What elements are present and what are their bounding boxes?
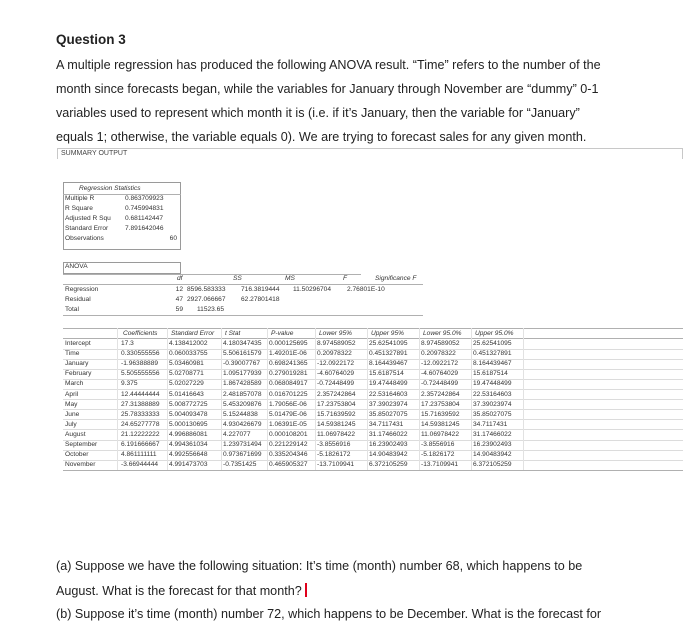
coefficients-cell: 34.7117431 <box>473 420 508 428</box>
coefficients-header: Standard Error <box>171 330 215 337</box>
coefficients-cell: 0.973671699 <box>223 451 262 459</box>
coefficients-cell: 27.31388889 <box>121 400 160 408</box>
stat-label: Standard Error <box>65 225 109 232</box>
coefficients-cell: -13.7109941 <box>317 461 355 469</box>
stat-value: 7.891642046 <box>125 225 164 232</box>
coefficients-cell: 14.90483942 <box>369 451 408 459</box>
coefficients-cell: 15.6187514 <box>369 370 404 378</box>
coefficients-cell: 0.20978322 <box>317 350 352 358</box>
anova-header-sigf: Significance F <box>375 275 417 282</box>
coefficients-cell: -12.0922172 <box>421 360 459 368</box>
coefficients-cell: 19.47448499 <box>473 380 512 388</box>
coefficients-cell: 1.239731494 <box>223 441 262 448</box>
coefficients-cell: 5.02708771 <box>169 370 204 378</box>
anova-cell: 8596.583333 <box>187 286 226 293</box>
coefficients-cell: 17.23753804 <box>317 400 356 408</box>
coefficients-header: P-value <box>271 330 294 337</box>
stat-label: Multiple R <box>65 195 95 202</box>
coefficients-row-label: July <box>65 420 77 428</box>
coefficients-cell: 5.004093478 <box>169 410 208 418</box>
question-block <box>56 24 686 149</box>
coefficients-cell: 4.138412002 <box>169 340 208 347</box>
coefficients-cell: 11.06978422 <box>317 430 356 438</box>
part-a-line-2-text: August. What is the forecast for that month? <box>56 584 302 598</box>
coefficients-header: Upper 95% <box>371 330 404 337</box>
coefficients-cell: 11.06978422 <box>421 430 460 438</box>
coefficients-cell: 1.79056E-06 <box>269 400 307 408</box>
summary-output-label: SUMMARY OUTPUT <box>61 150 128 157</box>
coefficients-cell: 34.7117431 <box>369 420 404 428</box>
coefficients-cell: 0.000108201 <box>269 430 308 438</box>
stat-value: 60 <box>169 235 177 242</box>
anova-label: ANOVA <box>65 263 88 270</box>
coefficients-row-label: Time <box>65 350 80 358</box>
coefficients-cell: 5.01479E-06 <box>269 410 307 418</box>
coefficients-cell: 8.164439467 <box>473 360 512 368</box>
coefficients-cell: 14.59381245 <box>317 420 356 428</box>
coefficients-cell: 0.060033755 <box>169 350 208 358</box>
coefficients-cell: 4.930426679 <box>223 420 262 428</box>
coefficients-cell: 5.453209876 <box>223 400 262 408</box>
coefficients-cell: 4.861111111 <box>121 451 157 459</box>
coefficients-cell: 0.698241365 <box>269 360 308 368</box>
part-a-line-1: (a) Suppose we have the following situation: It’s time (month) number 68, which happens to be <box>56 559 583 573</box>
paragraph-line: month since forecasts began, while the variables for January through November are “dummy” 0-1 <box>56 82 599 96</box>
coefficients-cell: 9.375 <box>121 380 138 388</box>
coefficients-cell: 5.02027229 <box>169 380 204 388</box>
anova-cell: 11523.65 <box>197 306 225 313</box>
coefficients-row-label: Intercept <box>65 340 91 347</box>
coefficients-cell: -4.60764029 <box>317 370 355 378</box>
coefficients-row-label: June <box>65 410 80 418</box>
coefficients-cell: 5.01416643 <box>169 390 204 398</box>
coefficients-cell: 17.23753804 <box>421 400 460 408</box>
anova-header-ms: MS <box>285 275 295 282</box>
stat-value: 0.745994831 <box>125 205 164 212</box>
paragraph-line: A multiple regression has produced the following ANOVA result. “Time” refers to the number of the <box>56 58 601 72</box>
coefficients-cell: 15.71639592 <box>317 410 356 418</box>
coefficients-cell: 0.279019281 <box>269 370 308 378</box>
coefficients-cell: 22.53164603 <box>473 390 512 398</box>
coefficients-cell: -4.60764029 <box>421 370 459 378</box>
coefficients-cell: 0.016701225 <box>269 390 308 398</box>
coefficients-row-label: April <box>65 390 79 398</box>
anova-cell: 12 <box>175 286 183 293</box>
coefficients-cell: 35.85027075 <box>369 410 408 418</box>
coefficients-cell: 12.44444444 <box>121 390 160 398</box>
coefficients-cell: 1.095177939 <box>223 370 262 378</box>
coefficients-cell: 4.992556648 <box>169 451 208 459</box>
coefficients-cell: 8.974589052 <box>317 340 356 347</box>
coefficients-cell: 0.330555556 <box>121 350 160 358</box>
coefficients-cell: -1.96388889 <box>121 360 159 368</box>
coefficients-cell: 1.49201E-06 <box>269 350 307 358</box>
coefficients-cell: 15.6187514 <box>473 370 508 378</box>
regression-output-image <box>57 148 683 552</box>
coefficients-header: Upper 95.0% <box>475 330 514 337</box>
coefficients-row-label: August <box>65 430 86 438</box>
coefficients-header: t Stat <box>225 330 241 337</box>
stat-label: Observations <box>65 235 104 242</box>
coefficients-cell: 4.994361034 <box>169 441 208 448</box>
anova-row-label: Regression <box>65 286 99 293</box>
anova-header-df: df <box>177 275 183 282</box>
coefficients-cell: 0.221229142 <box>269 441 308 448</box>
coefficients-cell: 37.39023974 <box>473 400 512 408</box>
coefficients-cell: 2.357242864 <box>421 390 460 398</box>
paragraph-line: variables used to represent which month it is (i.e. if it’s January, then the variable for “January” <box>56 106 580 120</box>
coefficients-cell: -3.8556916 <box>421 441 455 448</box>
coefficients-cell: 21.12222222 <box>121 430 160 438</box>
coefficients-cell: 5.15244838 <box>223 410 258 418</box>
coefficients-cell: 4.996886081 <box>169 430 208 438</box>
coefficients-cell: -3.8556916 <box>317 441 351 448</box>
coefficients-cell: 19.47448499 <box>369 380 408 388</box>
paragraph-line: equals 1; otherwise, the variable equals 0). We are trying to forecast sales for any given month. <box>56 130 587 144</box>
anova-header-ss: SS <box>233 275 242 282</box>
coefficients-row-label: November <box>65 461 96 469</box>
anova-cell: 11.50296704 <box>293 286 332 293</box>
anova-cell: 62.27801418 <box>241 296 280 303</box>
anova-row-label: Residual <box>65 296 91 303</box>
coefficients-cell: 17.3 <box>121 340 134 347</box>
coefficients-cell: 5.03460981 <box>169 360 204 368</box>
coefficients-cell: 5.008772725 <box>169 400 208 408</box>
coefficients-cell: 0.451327891 <box>473 350 512 358</box>
question-title: Question 3 <box>56 32 126 47</box>
stat-label: Adjusted R Squ <box>65 215 111 222</box>
stat-value: 0.681142447 <box>125 215 164 222</box>
coefficients-cell: 6.191666667 <box>121 441 160 448</box>
coefficients-row-label: October <box>65 451 89 459</box>
coefficients-cell: 25.62541095 <box>473 340 512 347</box>
coefficients-cell: -0.39007767 <box>223 360 261 368</box>
coefficients-cell: 15.71639592 <box>421 410 460 418</box>
coefficients-cell: 5.505555556 <box>121 370 160 378</box>
text-cursor <box>305 583 307 597</box>
part-b-line-1: (b) Suppose it’s time (month) number 72, which happens to be December. What is the forecast for <box>56 607 602 621</box>
coefficients-cell: 31.17466022 <box>369 430 408 438</box>
coefficients-cell: 0.335204346 <box>269 451 308 459</box>
coefficients-row-label: September <box>65 441 98 448</box>
coefficients-cell: 24.65277778 <box>121 420 160 428</box>
coefficients-row-label: March <box>65 380 84 388</box>
coefficients-header: Lower 95.0% <box>423 330 462 337</box>
coefficients-cell: 0.451327891 <box>369 350 408 358</box>
coefficients-cell: -12.0922172 <box>317 360 355 368</box>
coefficients-cell: 0.20978322 <box>421 350 456 358</box>
question-paragraph <box>56 53 686 149</box>
coefficients-cell: -3.66944444 <box>121 461 159 469</box>
coefficients-cell: -5.1826172 <box>421 451 455 459</box>
regression-statistics-header: Regression Statistics <box>79 185 141 192</box>
coefficients-cell: 22.53164603 <box>369 390 408 398</box>
coefficients-cell: 6.372105259 <box>369 461 408 469</box>
coefficients-header: Coefficients <box>123 330 158 337</box>
coefficients-cell: 4.991473703 <box>169 461 208 469</box>
coefficients-cell: 0.068084917 <box>269 380 308 388</box>
anova-header-f: F <box>343 275 348 282</box>
coefficients-cell: -0.72448499 <box>317 380 355 388</box>
stat-label: R Square <box>65 205 93 212</box>
coefficients-cell: -0.72448499 <box>421 380 459 388</box>
coefficients-cell: 4.227077 <box>223 430 251 438</box>
coefficients-cell: -5.1826172 <box>317 451 351 459</box>
coefficients-cell: -0.7351425 <box>223 461 257 469</box>
coefficients-cell: 0.000125695 <box>269 340 308 347</box>
coefficients-cell: 6.372105259 <box>473 461 512 469</box>
coefficients-cell: 5.000130695 <box>169 420 208 428</box>
coefficients-cell: 35.85027075 <box>473 410 512 418</box>
coefficients-cell: -13.7109941 <box>421 461 459 469</box>
stat-value: 0.863709923 <box>125 195 164 202</box>
coefficients-cell: 0.465905327 <box>269 461 308 469</box>
coefficients-cell: 4.180347435 <box>223 340 262 347</box>
anova-cell: 59 <box>175 306 183 313</box>
coefficients-cell: 1.867428589 <box>223 380 262 388</box>
coefficients-cell: 14.59381245 <box>421 420 460 428</box>
coefficients-row-label: May <box>65 400 78 408</box>
coefficients-cell: 5.506161579 <box>223 350 262 358</box>
coefficients-cell: 14.90483942 <box>473 451 512 459</box>
coefficients-cell: 25.62541095 <box>369 340 408 347</box>
anova-cell: 2.76801E-10 <box>347 286 385 293</box>
coefficients-cell: 8.164439467 <box>369 360 408 368</box>
coefficients-row-label: January <box>65 360 89 368</box>
coefficients-cell: 8.974589052 <box>421 340 460 347</box>
coefficients-cell: 2.481857078 <box>223 390 262 398</box>
part-a-line-2 <box>56 583 307 598</box>
anova-cell: 716.3819444 <box>241 286 280 293</box>
coefficients-cell: 16.23902493 <box>369 441 408 448</box>
coefficients-cell: 31.17466022 <box>473 430 512 438</box>
anova-cell: 47 <box>175 296 183 303</box>
coefficients-cell: 16.23902493 <box>473 441 512 448</box>
coefficients-row-label: February <box>65 370 92 378</box>
anova-cell: 2927.066667 <box>187 296 226 303</box>
coefficients-header: Lower 95% <box>319 330 352 337</box>
coefficients-cell: 2.357242864 <box>317 390 356 398</box>
coefficients-cell: 25.78333333 <box>121 410 160 418</box>
coefficients-cell: 1.06391E-05 <box>269 420 307 428</box>
coefficients-cell: 37.39023974 <box>369 400 408 408</box>
anova-row-label: Total <box>65 306 79 313</box>
